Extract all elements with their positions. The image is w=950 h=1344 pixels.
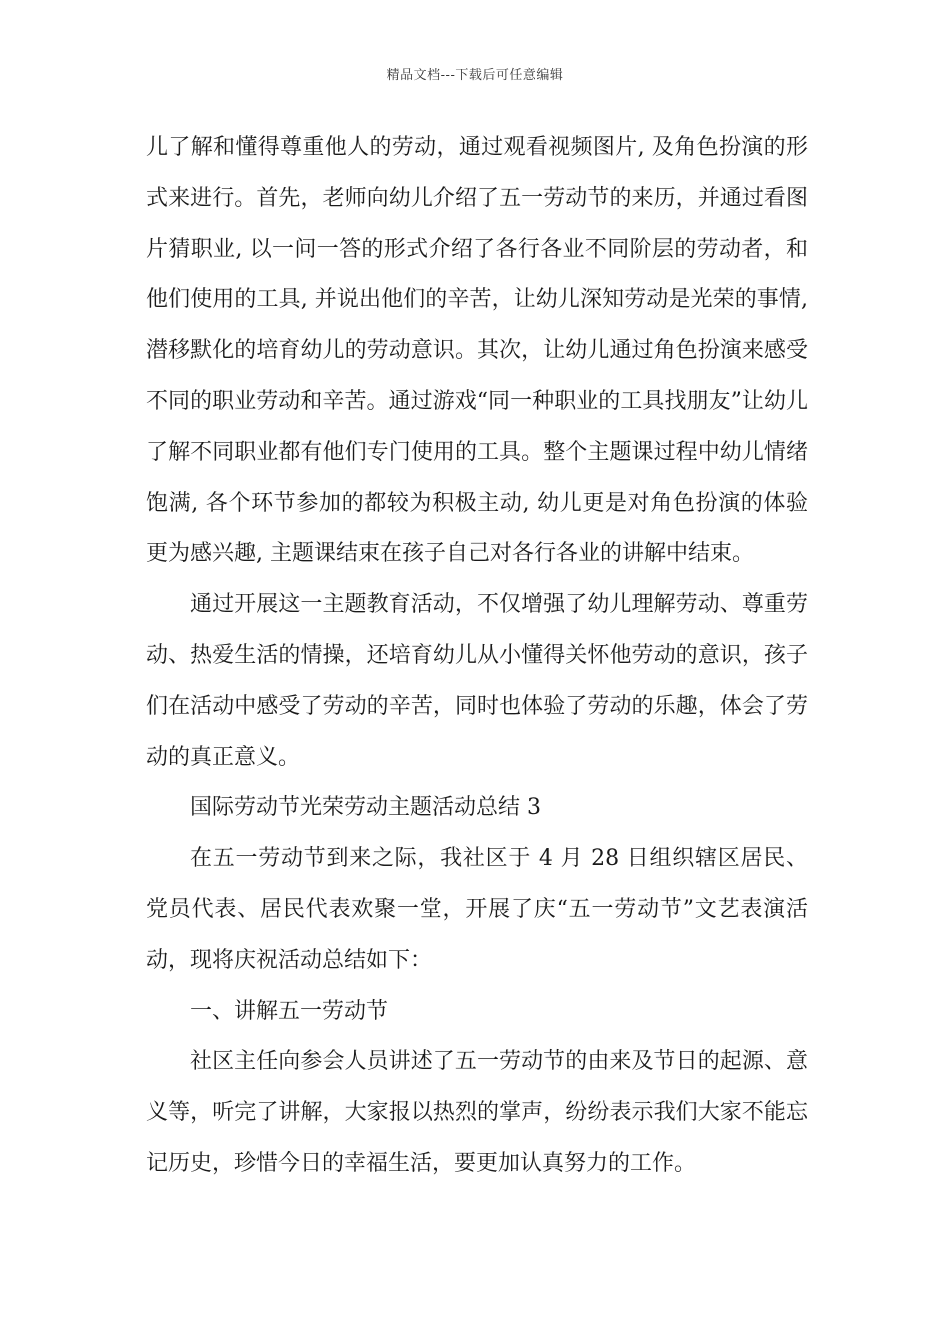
paragraph-continuation: 儿了解和懂得尊重他人的劳动，通过观看视频图片, 及角色扮演的形式来进行。首先，老师向幼儿介绍了五一劳动节的来历，并通过看图片猜职业, 以一问一答的形式介绍了各行各业不同阶层的劳动者，和他们使用的工具, 并说出他们的辛苦，让幼儿深知劳动是光荣的事情, 潜移默化的培育幼儿的劳动意识。其次，让幼儿通过角色扮演来感受不同的职业劳动和辛苦。通过游戏“同一种职业的工具找朋友”让幼儿了解不同职业都有他们专门使用的工具。整个主题课过程中幼儿情绪饱满, 各个环节参加的都较为积极主动, 幼儿更是对角色扮演的体验更为感兴趣, 主题课结束在孩子自己对各行各业的讲解中结束。 bbox=[146, 135, 808, 567]
paragraph-explanation: 社区主任向参会人员讲述了五一劳动节的由来及节日的起源、意义等，听完了讲解，大家报以热烈的掌声，纷纷表示我们大家不能忘记历史，珍惜今日的幸福生活，要更加认真努力的工作。 bbox=[146, 1049, 808, 1176]
section-title: 国际劳动节光荣劳动主题活动总结 3 bbox=[190, 795, 541, 821]
paragraph-intro: 在五一劳动节到来之际，我社区于 4 月 28 日组织辖区居民、党员代表、居民代表欢聚一堂，开展了庆“五一劳动节”文艺表演活动，现将庆祝活动总结如下： bbox=[146, 846, 808, 973]
paragraph-summary: 通过开展这一主题教育活动，不仅增强了幼儿理解劳动、尊重劳动、热爱生活的情操，还培育幼儿从小懂得关怀他劳动的意识，孩子们在活动中感受了劳动的辛苦，同时也体验了劳动的乐趣，体会了劳动的真正意义。 bbox=[146, 592, 808, 770]
subsection-heading: 一、讲解五一劳动节 bbox=[190, 998, 389, 1024]
page-header: 精品文档---下载后可任意编辑 bbox=[386, 68, 564, 83]
document-body bbox=[146, 123, 808, 1190]
